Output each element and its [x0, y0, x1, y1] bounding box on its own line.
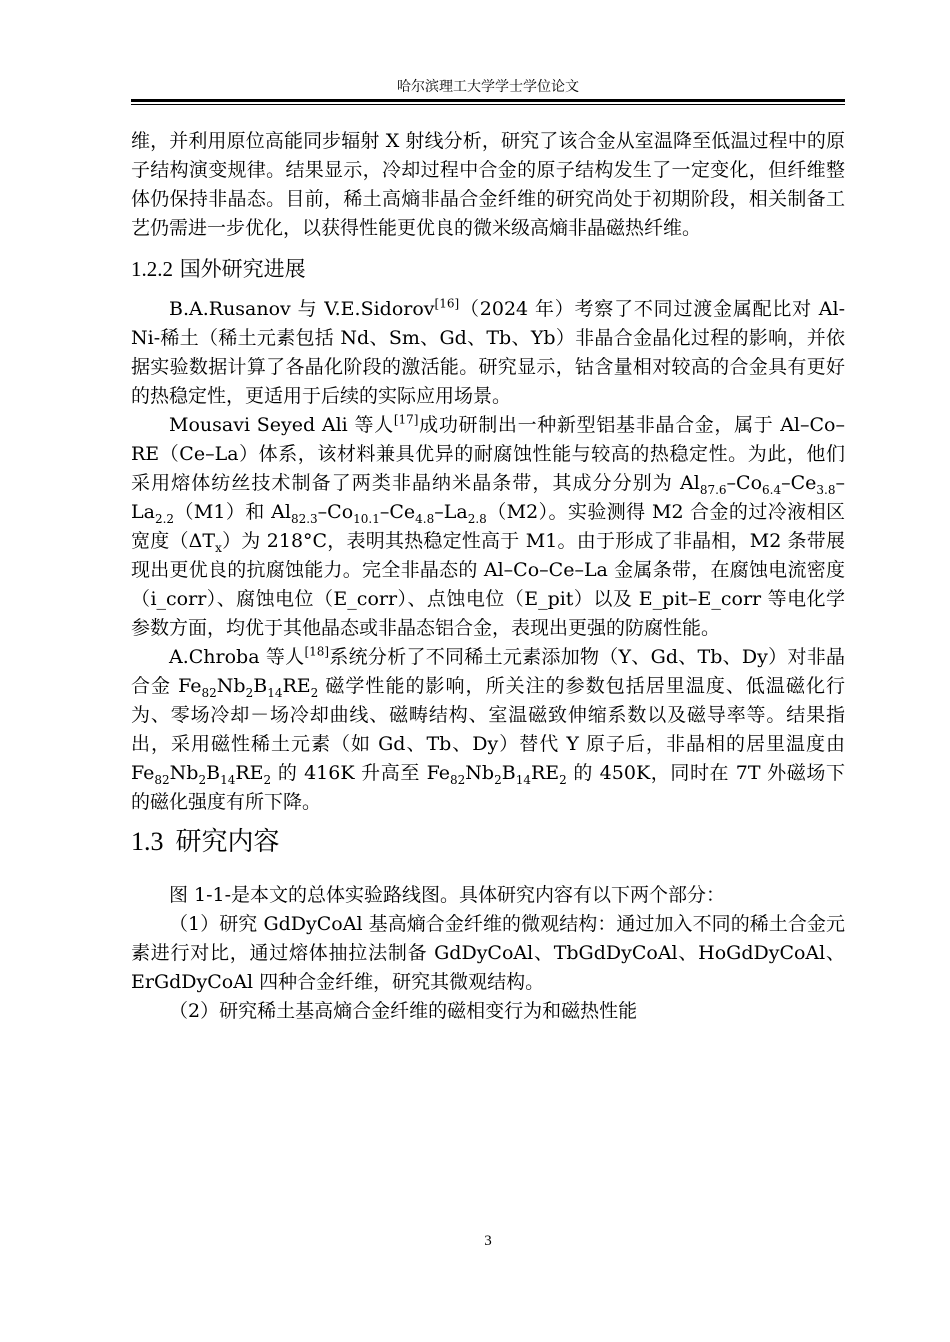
paragraph-mousavi: Mousavi Seyed Ali 等人[17]成功研制出一种新型铝基非晶合金，属于 Al–Co–RE（Ce–La）体系，该材料兼具优异的耐腐蚀性能与较高的热稳定性。为此，他们采用熔体纺丝技术制备了两类非晶纳米晶条带，其成分分别为 $Al_{87.6}-Co_{6.4}-Ce_{3.8}-La_{2.2}(M1)$和 $Al_{82.3}-Co_{10.1}-Ce_{4.8}-La_{2.8}(M2)$。实验测得 M2 合金的过冷液相区宽度$(\Delta T_x)$为 218°C，表明其热稳定性高于 M1。由于形成了非晶相，M2 条带展现出更优良的抗腐蚀能力。完全非晶态的 Al–Co–Ce–La 金属条带，在腐蚀电流密度（i_corr）、腐蚀电位（E_corr）、点蚀电位（E_pit）以及 E_pit–E_corr 等电化学参数方面，均优于其他晶态或非晶态铝合金，表现出更强的防腐性能。	[131, 412, 845, 639]
section-heading-1-2-2	[131, 254, 845, 284]
section-heading-1-3	[131, 825, 845, 859]
citation-ref: [18]	[304, 644, 330, 659]
citation-ref: [17]	[393, 412, 419, 427]
paragraph-item-2: （2）研究稀土基高熵合金纤维的磁相变行为和磁热性能	[169, 1000, 638, 1022]
paragraph-overview: 图 1-1-是本文的总体实验路线图。具体研究内容有以下两个部分：	[169, 884, 726, 906]
section-title: 研究内容	[175, 827, 280, 857]
header-rule-thin	[131, 104, 845, 105]
paragraph-rusanov: B.A.Rusanov 与 V.E.Sidorov[16]（2024 年）考察了不同过渡金属配比对 Al-Ni-稀土（稀土元素包括 Nd、Sm、Gd、Tb、Yb）非晶合金晶化过程的影响，并依据实验数据计算了各晶化阶段的激活能。研究显示，钴含量相对较高的合金具有更好的热稳定性，更适用于后续的实际应用场景。	[131, 296, 846, 407]
citation-ref: [16]	[434, 296, 460, 311]
running-header: 哈尔滨理工大学学士学位论文	[397, 79, 579, 95]
paragraph-continued: 维，并利用原位高能同步辐射 X 射线分析，研究了该合金从室温降至低温过程中的原子结构演变规律。结果显示，冷却过程中合金的原子结构发生了一定变化，但纤维整体仍保持非晶态。目前，稀土高熵非晶合金纤维的研究尚处于初期阶段，相关制备工艺仍需进一步优化，以获得性能更优良的微米级高熵非晶磁热纤维。	[131, 130, 845, 239]
paragraph-item-1: （1）研究 GdDyCoAl 基高熵合金纤维的微观结构：通过加入不同的稀土合金元素进行对比，通过熔体抽拉法制备 GdDyCoAl、TbGdDyCoAl、HoGdDyCoAl、ErGdDyCoAl 四种合金纤维，研究其微观结构。	[131, 913, 845, 993]
section-number: 1.3	[131, 827, 164, 856]
section-number: 1.2.2	[131, 257, 173, 281]
section-title: 国外研究进展	[179, 257, 306, 281]
paragraph-chroba: A.Chroba 等人[18]系统分析了不同稀土元素添加物（Y、Gd、Tb、Dy）对非晶合金 $Fe_{82}Nb_2B_{14}RE_2$ 磁学性能的影响，所关注的参数包括居里温度、低温磁化行为、零场冷却－场冷却曲线、磁畴结构、室温磁致伸缩系数以及磁导率等。结果指出，采用磁性稀土元素（如 Gd、Tb、Dy）替代 Y 原子后，非晶相的居里温度由 $Fe_{82}Nb_2B_{14}RE_2$ 的 416K 升高至 $Fe_{82}Nb_2B_{14}RE_2$ 的 450K，同时在 7T 外磁场下的磁化强度有所下降。	[131, 644, 846, 813]
header-rule-thick	[131, 99, 845, 102]
page-body	[131, 127, 845, 1026]
page-number: 3	[484, 1233, 492, 1249]
